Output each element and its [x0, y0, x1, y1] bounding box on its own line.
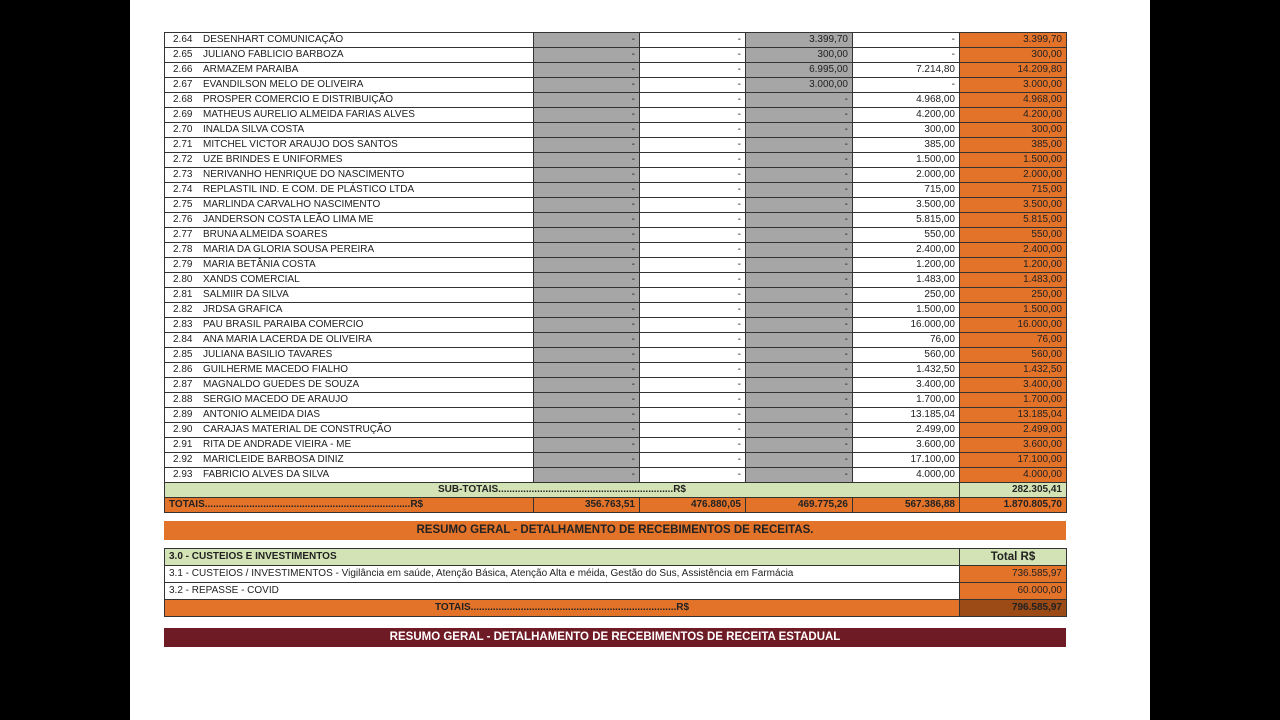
row-total: 385,00 — [960, 138, 1067, 153]
row-col1: - — [534, 33, 640, 48]
row-name — [165, 348, 534, 363]
row-col1: - — [534, 138, 640, 153]
row-col1: - — [534, 168, 640, 183]
table-row — [165, 333, 1067, 348]
row-col3: - — [746, 393, 853, 408]
row-total: 4.000,00 — [960, 468, 1067, 483]
row-col2: - — [640, 33, 746, 48]
summary-row-value: 736.585,97 — [960, 566, 1067, 583]
summary-totals-row — [165, 600, 1067, 617]
subtotals-value: 282.305,41 — [960, 483, 1067, 498]
table-row — [165, 168, 1067, 183]
table-row — [165, 48, 1067, 63]
row-col2: - — [640, 423, 746, 438]
row-col4: 2.499,00 — [853, 423, 960, 438]
row-supplier: CARAJAS MATERIAL DE CONSTRUÇÃO — [203, 424, 392, 435]
row-col2: - — [640, 438, 746, 453]
row-total: 1.483,00 — [960, 273, 1067, 288]
row-col1: - — [534, 303, 640, 318]
row-total: 560,00 — [960, 348, 1067, 363]
row-name — [165, 468, 534, 483]
row-col4: 550,00 — [853, 228, 960, 243]
table-row — [165, 393, 1067, 408]
row-col4: 2.000,00 — [853, 168, 960, 183]
row-number: 2.64 — [173, 34, 193, 45]
row-col2: - — [640, 468, 746, 483]
totals-label: TOTAIS..........................................................................R$ — [165, 498, 534, 513]
row-supplier: DESENHART COMUNICAÇÃO — [203, 34, 344, 45]
row-supplier: SERGIO MACEDO DE ARAUJO — [203, 394, 349, 405]
row-col3: - — [746, 363, 853, 378]
row-name — [165, 438, 534, 453]
table-row — [165, 93, 1067, 108]
row-name — [165, 183, 534, 198]
row-col2: - — [640, 138, 746, 153]
row-col4: 3.400,00 — [853, 378, 960, 393]
summary-row — [165, 566, 1067, 583]
row-total: 14.209,80 — [960, 63, 1067, 78]
row-col4: - — [853, 33, 960, 48]
row-total: 250,00 — [960, 288, 1067, 303]
row-total: 550,00 — [960, 228, 1067, 243]
row-number: 2.84 — [173, 334, 193, 345]
row-col1: - — [534, 468, 640, 483]
row-total: 1.432,50 — [960, 363, 1067, 378]
row-col3: 6.995,00 — [746, 63, 853, 78]
row-col1: - — [534, 423, 640, 438]
row-col3: - — [746, 183, 853, 198]
row-col2: - — [640, 63, 746, 78]
row-col2: - — [640, 123, 746, 138]
row-name — [165, 408, 534, 423]
row-col4: 2.400,00 — [853, 243, 960, 258]
row-col3: - — [746, 348, 853, 363]
row-col2: - — [640, 213, 746, 228]
row-col1: - — [534, 183, 640, 198]
table-row — [165, 288, 1067, 303]
row-total: 1.700,00 — [960, 393, 1067, 408]
row-col3: - — [746, 408, 853, 423]
row-col1: - — [534, 288, 640, 303]
row-total: 16.000,00 — [960, 318, 1067, 333]
row-name — [165, 123, 534, 138]
row-number: 2.93 — [173, 469, 193, 480]
table-row — [165, 453, 1067, 468]
table-row — [165, 423, 1067, 438]
row-number: 2.87 — [173, 379, 193, 390]
row-col2: - — [640, 453, 746, 468]
row-supplier: ANA MARIA LACERDA DE OLIVEIRA — [203, 334, 372, 345]
row-supplier: SALMIIR DA SILVA — [203, 289, 289, 300]
row-col4: 13.185,04 — [853, 408, 960, 423]
row-total: 2.000,00 — [960, 168, 1067, 183]
row-col4: 4.968,00 — [853, 93, 960, 108]
summary-banner-revenues: RESUMO GERAL - DETALHAMENTO DE RECEBIMENTOS DE RECEITAS. — [164, 521, 1066, 540]
table-row — [165, 363, 1067, 378]
row-total: 3.399,70 — [960, 33, 1067, 48]
row-total: 300,00 — [960, 48, 1067, 63]
row-col2: - — [640, 393, 746, 408]
row-col3: 300,00 — [746, 48, 853, 63]
row-name — [165, 393, 534, 408]
table-row — [165, 33, 1067, 48]
row-col4: 76,00 — [853, 333, 960, 348]
row-col3: - — [746, 273, 853, 288]
row-name — [165, 138, 534, 153]
row-supplier: JULIANO FABLICIO BARBOZA — [203, 49, 344, 60]
row-total: 2.400,00 — [960, 243, 1067, 258]
row-supplier: JANDERSON COSTA LEÃO LIMA ME — [203, 214, 374, 225]
row-number: 2.82 — [173, 304, 193, 315]
row-supplier: REPLASTIL IND. E COM. DE PLÁSTICO LTDA — [203, 184, 415, 195]
row-total: 3.000,00 — [960, 78, 1067, 93]
row-col4: 3.500,00 — [853, 198, 960, 213]
row-col4: 4.000,00 — [853, 468, 960, 483]
row-supplier: MITCHEL VICTOR ARAUJO DOS SANTOS — [203, 139, 398, 150]
summary-row-label: 3.2 - REPASSE - COVID — [165, 583, 960, 600]
row-col4: 4.200,00 — [853, 108, 960, 123]
row-name — [165, 213, 534, 228]
row-supplier: INALDA SILVA COSTA — [203, 124, 305, 135]
row-total: 1.500,00 — [960, 303, 1067, 318]
row-col2: - — [640, 93, 746, 108]
row-supplier: EVANDILSON MELO DE OLIVEIRA — [203, 79, 364, 90]
row-supplier: NERIVANHO HENRIQUE DO NASCIMENTO — [203, 169, 405, 180]
row-name — [165, 318, 534, 333]
row-col3: 3.000,00 — [746, 78, 853, 93]
row-col3: - — [746, 423, 853, 438]
table-row — [165, 303, 1067, 318]
row-name — [165, 378, 534, 393]
totals-col2: 476.880,05 — [640, 498, 746, 513]
row-col3: - — [746, 228, 853, 243]
row-col2: - — [640, 363, 746, 378]
row-supplier: ARMAZEM PARAIBA — [203, 64, 299, 75]
row-col1: - — [534, 108, 640, 123]
row-col3: - — [746, 198, 853, 213]
row-col3: - — [746, 438, 853, 453]
totals-row — [165, 498, 1067, 513]
table-row — [165, 183, 1067, 198]
row-col1: - — [534, 198, 640, 213]
row-col3: - — [746, 288, 853, 303]
row-col3: - — [746, 93, 853, 108]
summary-row-label: 3.1 - CUSTEIOS / INVESTIMENTOS - Vigilância em saúde, Atenção Básica, Atenção Alta e méida, Gestão do Sus, Assistência em Farmácia — [165, 566, 960, 583]
row-number: 2.80 — [173, 274, 193, 285]
row-supplier: MARIA DA GLORIA SOUSA PEREIRA — [203, 244, 375, 255]
row-supplier: UZE BRINDES E UNIFORMES — [203, 154, 343, 165]
row-total: 3.500,00 — [960, 198, 1067, 213]
row-col2: - — [640, 198, 746, 213]
row-col3: - — [746, 378, 853, 393]
row-col4: 1.500,00 — [853, 303, 960, 318]
row-col4: 1.700,00 — [853, 393, 960, 408]
row-total: 1.500,00 — [960, 153, 1067, 168]
row-col1: - — [534, 78, 640, 93]
row-col2: - — [640, 333, 746, 348]
row-total: 4.200,00 — [960, 108, 1067, 123]
row-name — [165, 243, 534, 258]
row-col3: - — [746, 303, 853, 318]
totals-col1: 356.763,51 — [534, 498, 640, 513]
row-col2: - — [640, 243, 746, 258]
row-supplier: MAGNALDO GUEDES DE SOUZA — [203, 379, 360, 390]
row-total: 3.600,00 — [960, 438, 1067, 453]
row-number: 2.76 — [173, 214, 193, 225]
table-row — [165, 63, 1067, 78]
row-col3: - — [746, 153, 853, 168]
row-name — [165, 93, 534, 108]
document-page — [130, 0, 1150, 720]
table-row — [165, 408, 1067, 423]
row-number: 2.88 — [173, 394, 193, 405]
table-row — [165, 378, 1067, 393]
row-supplier: MARICLEIDE BARBOSA DINIZ — [203, 454, 344, 465]
row-col4: - — [853, 48, 960, 63]
row-number: 2.77 — [173, 229, 193, 240]
row-number: 2.92 — [173, 454, 193, 465]
row-name — [165, 423, 534, 438]
row-col4: 5.815,00 — [853, 213, 960, 228]
row-col4: 560,00 — [853, 348, 960, 363]
row-col2: - — [640, 228, 746, 243]
row-col1: - — [534, 63, 640, 78]
row-supplier: ANTONIO ALMEIDA DIAS — [203, 409, 321, 420]
row-name — [165, 333, 534, 348]
expenses-table — [164, 32, 1067, 513]
row-number: 2.83 — [173, 319, 193, 330]
row-supplier: JULIANA BASILIO TAVARES — [203, 349, 333, 360]
table-row — [165, 273, 1067, 288]
table-row — [165, 228, 1067, 243]
row-number: 2.79 — [173, 259, 193, 270]
row-col3: - — [746, 213, 853, 228]
row-col2: - — [640, 378, 746, 393]
row-supplier: XANDS COMERCIAL — [203, 274, 300, 285]
row-number: 2.65 — [173, 49, 193, 60]
table-row — [165, 198, 1067, 213]
row-number: 2.86 — [173, 364, 193, 375]
summary-header-row — [165, 549, 1067, 566]
row-supplier: GUILHERME MACEDO FIALHO — [203, 364, 349, 375]
row-col4: 250,00 — [853, 288, 960, 303]
row-col1: - — [534, 318, 640, 333]
row-col3: - — [746, 138, 853, 153]
row-col4: 1.500,00 — [853, 153, 960, 168]
row-number: 2.66 — [173, 64, 193, 75]
row-col4: 300,00 — [853, 123, 960, 138]
row-col1: - — [534, 123, 640, 138]
row-number: 2.81 — [173, 289, 193, 300]
row-supplier: MARIA BETÂNIA COSTA — [203, 259, 316, 270]
table-row — [165, 438, 1067, 453]
row-col4: 1.483,00 — [853, 273, 960, 288]
row-supplier: MATHEUS AURELIO ALMEIDA FARIAS ALVES — [203, 109, 415, 120]
row-col4: 16.000,00 — [853, 318, 960, 333]
row-supplier: JRDSA GRAFICA — [203, 304, 283, 315]
totals-col3: 469.775,26 — [746, 498, 853, 513]
row-col1: - — [534, 378, 640, 393]
row-col3: - — [746, 243, 853, 258]
row-name — [165, 273, 534, 288]
table-row — [165, 348, 1067, 363]
row-col4: 385,00 — [853, 138, 960, 153]
row-total: 3.400,00 — [960, 378, 1067, 393]
row-col2: - — [640, 183, 746, 198]
row-col4: 1.200,00 — [853, 258, 960, 273]
row-total: 715,00 — [960, 183, 1067, 198]
totals-col4: 567.386,88 — [853, 498, 960, 513]
row-total: 13.185,04 — [960, 408, 1067, 423]
row-name — [165, 78, 534, 93]
row-col3: - — [746, 333, 853, 348]
row-col3: - — [746, 258, 853, 273]
row-col3: - — [746, 318, 853, 333]
row-supplier: PAU BRASIL PARAIBA COMERCIO — [203, 319, 364, 330]
row-supplier: FABRICIO ALVES DA SILVA — [203, 469, 330, 480]
row-col2: - — [640, 108, 746, 123]
row-number: 2.72 — [173, 154, 193, 165]
row-col1: - — [534, 348, 640, 363]
row-col1: - — [534, 453, 640, 468]
row-number: 2.91 — [173, 439, 193, 450]
row-col4: - — [853, 78, 960, 93]
summary-table — [164, 548, 1067, 617]
row-name — [165, 168, 534, 183]
row-col2: - — [640, 258, 746, 273]
table-row — [165, 243, 1067, 258]
row-name — [165, 453, 534, 468]
table-row — [165, 468, 1067, 483]
row-col1: - — [534, 393, 640, 408]
row-col1: - — [534, 333, 640, 348]
row-col1: - — [534, 408, 640, 423]
row-number: 2.68 — [173, 94, 193, 105]
row-col3: - — [746, 123, 853, 138]
summary-total-header: Total R$ — [960, 549, 1067, 566]
row-col2: - — [640, 273, 746, 288]
row-col2: - — [640, 78, 746, 93]
row-col3: - — [746, 453, 853, 468]
row-supplier: RITA DE ANDRADE VIEIRA - ME — [203, 439, 352, 450]
row-col1: - — [534, 363, 640, 378]
row-number: 2.89 — [173, 409, 193, 420]
row-name — [165, 228, 534, 243]
row-col2: - — [640, 153, 746, 168]
summary-row — [165, 583, 1067, 600]
row-col4: 7.214,80 — [853, 63, 960, 78]
table-row — [165, 138, 1067, 153]
row-col1: - — [534, 273, 640, 288]
row-name — [165, 33, 534, 48]
table-row — [165, 213, 1067, 228]
subtotals-label: SUB-TOTAIS...............................................................R$ — [165, 483, 960, 498]
row-name — [165, 48, 534, 63]
row-total: 1.200,00 — [960, 258, 1067, 273]
row-number: 2.74 — [173, 184, 193, 195]
summary-totals-value: 796.585,97 — [960, 600, 1067, 617]
row-supplier: BRUNA ALMEIDA SOARES — [203, 229, 328, 240]
row-number: 2.78 — [173, 244, 193, 255]
row-col2: - — [640, 348, 746, 363]
row-supplier: PROSPER COMERCIO E DISTRIBUIÇÃO — [203, 94, 394, 105]
summary-totals-label: TOTAIS..........................................................................R$ — [165, 600, 960, 617]
row-number: 2.69 — [173, 109, 193, 120]
row-total: 76,00 — [960, 333, 1067, 348]
row-col2: - — [640, 303, 746, 318]
row-total: 2.499,00 — [960, 423, 1067, 438]
row-supplier: MARLINDA CARVALHO NASCIMENTO — [203, 199, 381, 210]
row-total: 300,00 — [960, 123, 1067, 138]
row-col1: - — [534, 153, 640, 168]
row-col2: - — [640, 288, 746, 303]
table-row — [165, 318, 1067, 333]
row-name — [165, 303, 534, 318]
table-row — [165, 258, 1067, 273]
totals-grand: 1.870.805,70 — [960, 498, 1067, 513]
row-col3: - — [746, 108, 853, 123]
table-row — [165, 108, 1067, 123]
row-name — [165, 288, 534, 303]
row-col4: 3.600,00 — [853, 438, 960, 453]
row-col3: - — [746, 468, 853, 483]
row-name — [165, 108, 534, 123]
row-col1: - — [534, 243, 640, 258]
row-number: 2.67 — [173, 79, 193, 90]
row-number: 2.85 — [173, 349, 193, 360]
row-col2: - — [640, 408, 746, 423]
row-col2: - — [640, 168, 746, 183]
summary-header: 3.0 - CUSTEIOS E INVESTIMENTOS — [165, 549, 960, 566]
row-col3: - — [746, 168, 853, 183]
row-col4: 715,00 — [853, 183, 960, 198]
row-col1: - — [534, 438, 640, 453]
summary-row-value: 60.000,00 — [960, 583, 1067, 600]
row-col2: - — [640, 318, 746, 333]
row-number: 2.73 — [173, 169, 193, 180]
row-col1: - — [534, 258, 640, 273]
row-total: 4.968,00 — [960, 93, 1067, 108]
row-col2: - — [640, 48, 746, 63]
row-total: 5.815,00 — [960, 213, 1067, 228]
row-col1: - — [534, 93, 640, 108]
row-col1: - — [534, 228, 640, 243]
table-row — [165, 153, 1067, 168]
table-row — [165, 78, 1067, 93]
row-col1: - — [534, 48, 640, 63]
row-name — [165, 198, 534, 213]
row-col4: 17.100,00 — [853, 453, 960, 468]
table-row — [165, 123, 1067, 138]
row-number: 2.70 — [173, 124, 193, 135]
row-name — [165, 363, 534, 378]
row-name — [165, 258, 534, 273]
summary-banner-state: RESUMO GERAL - DETALHAMENTO DE RECEBIMENTOS DE RECEITA ESTADUAL — [164, 628, 1066, 647]
subtotals-row — [165, 483, 1067, 498]
row-number: 2.75 — [173, 199, 193, 210]
row-number: 2.71 — [173, 139, 193, 150]
row-number: 2.90 — [173, 424, 193, 435]
row-total: 17.100,00 — [960, 453, 1067, 468]
row-col3: 3.399,70 — [746, 33, 853, 48]
row-name — [165, 63, 534, 78]
row-col1: - — [534, 213, 640, 228]
row-col4: 1.432,50 — [853, 363, 960, 378]
row-name — [165, 153, 534, 168]
